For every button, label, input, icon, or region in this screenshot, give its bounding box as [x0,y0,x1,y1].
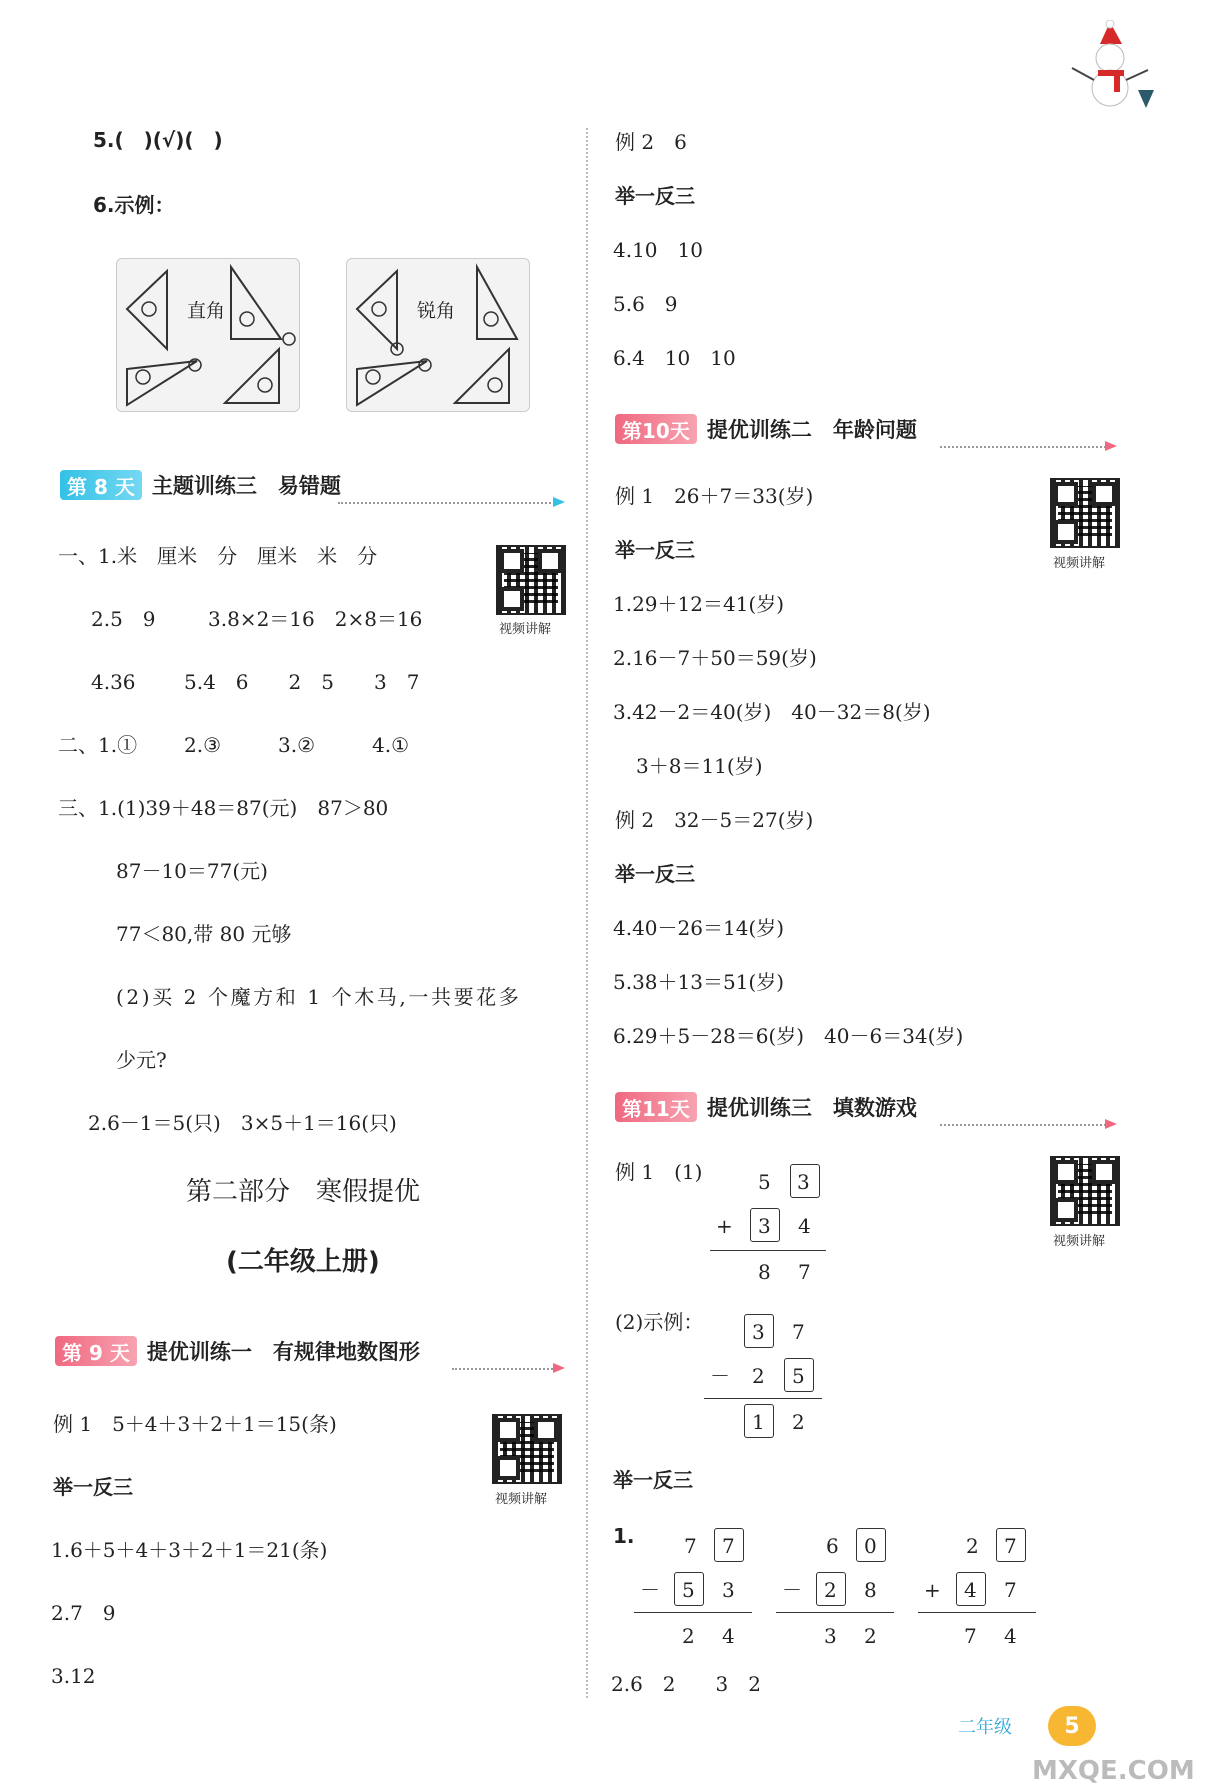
right-angle-label: 直角 [187,300,226,322]
d10-q3-line2: 3＋8＝11(岁) [636,754,763,778]
calc-digit: 0 [864,1534,877,1558]
d8-part3-line1: 三、1.(1)39＋48＝87(元) 87＞80 [58,796,389,820]
r-q6: 6.4 10 10 [613,346,736,370]
calc-digit: 4 [964,1578,977,1602]
calc-line [710,1250,826,1251]
d10-q6: 6.29＋5－28＝6(岁) 40－6＝34(岁) [613,1024,964,1048]
calc-operator: + [924,1578,941,1602]
calc-digit: 4 [1004,1624,1017,1648]
calc-digit: 7 [1004,1578,1017,1602]
qr-label: 视频讲解 [495,1492,548,1507]
calc-digit: 7 [1004,1534,1017,1558]
d8-part2-q1: 二、1.① [58,733,138,757]
d11-example1: 例 1 (1) [615,1160,703,1184]
d11-example1-part2: (2)示例： [615,1310,704,1334]
calc-digit: 4 [798,1214,811,1238]
r-q4: 4.10 10 [613,238,703,262]
d8-q2: 2.5 9 [91,607,156,631]
d11-q2: 2.6 2 3 2 [611,1672,761,1696]
d8-part3-line5: 少元? [116,1048,167,1072]
qr-code-icon[interactable] [492,1414,562,1484]
day11-title: 提优训练三 填数游戏 [706,1096,917,1120]
d10-q3: 3.42－2＝40(岁) 40－32＝8(岁) [613,700,931,724]
d8-part3-line3: 77＜80,带 80 元够 [116,922,292,946]
d10-jyfs: 举一反三 [615,538,695,562]
page-number: 5 [1064,1713,1080,1739]
day9-dotted-line [452,1368,557,1370]
calc-line [918,1612,1036,1613]
part-title: 第二部分 寒假提优 [186,1177,421,1207]
d8-q5: 5.4 6 2 5 3 7 [184,670,420,694]
calc-digit: 2 [824,1578,837,1602]
day10-badge: 第10天 [615,414,697,444]
calc-digit: 2 [752,1364,765,1388]
day10-title: 提优训练二 年龄问题 [706,418,917,442]
calc-digit: 7 [798,1260,811,1284]
qr-code-icon[interactable] [496,545,566,615]
d10-jyfs2: 举一反三 [615,862,695,886]
d8-part3-line2: 87－10＝77(元) [116,859,268,883]
calc-operator: － [782,1578,802,1602]
calc-digit: 5 [758,1170,771,1194]
day8-arrow-icon [553,497,565,507]
d9-q2: 2.7 9 [51,1601,116,1625]
calc-digit: 3 [824,1624,837,1648]
calc-line [704,1398,822,1399]
calc-digit: 5 [792,1364,805,1388]
q6-label: 6.示例： [93,193,175,217]
qr-label: 视频讲解 [1053,1234,1106,1249]
calc-digit: 3 [797,1170,810,1194]
d8-part3-line4: (2)买 2 个魔方和 1 个木马,一共要花多 [116,985,522,1009]
calc-line [634,1612,752,1613]
calc-operator: + [716,1214,733,1238]
d11-jyfs: 举一反三 [613,1468,693,1492]
angle-figure-acute [346,258,530,412]
d10-q4: 4.40－26＝14(岁) [613,916,785,940]
day11-arrow-icon [1105,1119,1117,1129]
calc-digit: 3 [722,1578,735,1602]
d9-jyfs: 举一反三 [53,1475,133,1499]
calc-digit: 3 [752,1320,765,1344]
calc-digit: 2 [966,1534,979,1558]
d10-q5: 5.38＋13＝51(岁) [613,970,785,994]
day9-badge: 第 9 天 [55,1336,137,1366]
qr-code-icon[interactable] [1050,478,1120,548]
calc-digit: 8 [758,1260,771,1284]
calc-digit: 7 [684,1534,697,1558]
calc-operator: － [640,1578,660,1602]
acute-angle-label: 锐角 [417,300,456,322]
day8-header [60,470,341,500]
watermark: MXQE.COM [1032,1756,1195,1786]
calc-digit: 3 [758,1214,771,1238]
column-divider [586,128,588,1698]
d8-q4: 4.36 [91,670,136,694]
d8-line1: 一、1.米 厘米 分 厘米 米 分 [58,544,378,568]
q5-answer: 5.( )(√)( ) [93,128,223,152]
calc-digit: 8 [864,1578,877,1602]
calc-operator: － [710,1364,730,1388]
calc-digit: 5 [682,1578,695,1602]
day9-header [55,1336,420,1366]
calc-digit: 2 [792,1410,805,1434]
calc-digit: 1 [752,1410,765,1434]
day8-badge: 第 8 天 [60,470,142,500]
d8-part2-q4: 4.① [372,733,410,757]
d10-example1: 例 1 26＋7＝33(岁) [615,484,814,508]
day8-dotted-line [338,502,558,504]
d8-part3-q2: 2.6－1＝5(只) 3×5＋1＝16(只) [88,1111,397,1135]
calc-line [776,1612,894,1613]
d9-q3: 3.12 [51,1664,96,1688]
day9-title: 提优训练一 有规律地数图形 [146,1340,420,1364]
qr-label: 视频讲解 [1053,556,1106,571]
day11-header [615,1092,917,1122]
day9-arrow-icon [553,1363,565,1373]
calc-digit: 7 [722,1534,735,1558]
calc-digit: 6 [826,1534,839,1558]
day10-arrow-icon [1105,441,1117,451]
day11-badge: 第11天 [615,1092,697,1122]
d10-q2: 2.16－7＋50＝59(岁) [613,646,817,670]
d10-q1: 1.29＋12＝41(岁) [613,592,785,616]
d8-part2-q2: 2.③ [184,733,222,757]
d9-q1: 1.6＋5＋4＋3＋2＋1＝21(条) [51,1538,328,1562]
qr-code-icon[interactable] [1050,1156,1120,1226]
qr-label: 视频讲解 [499,622,552,637]
r-example2: 例 2 6 [615,130,687,154]
d9-example1: 例 1 5＋4＋3＋2＋1＝15(条) [53,1412,337,1436]
d10-example2: 例 2 32－5＝27(岁) [615,808,814,832]
snowman-illustration [1060,20,1160,110]
calc-digit: 4 [722,1624,735,1648]
r-q5: 5.6 9 [613,292,678,316]
page-number-badge [1048,1706,1096,1746]
day11-dotted-line [940,1124,1110,1126]
d8-part2-q3: 3.② [278,733,316,757]
part-subtitle: (二年级上册) [226,1247,380,1277]
calc-digit: 2 [864,1624,877,1648]
d8-q3: 3.8×2＝16 2×8＝16 [208,607,423,631]
footer-grade: 二年级 [958,1717,1012,1738]
angle-figure-right [116,258,300,412]
calc-digit: 7 [964,1624,977,1648]
day10-header [615,414,917,444]
day8-title: 主题训练三 易错题 [151,474,341,498]
day10-dotted-line [940,446,1110,448]
r-jyfs1: 举一反三 [615,184,695,208]
calc-digit: 7 [792,1320,805,1344]
calc-digit: 2 [682,1624,695,1648]
d11-q1: 1. [613,1524,635,1548]
